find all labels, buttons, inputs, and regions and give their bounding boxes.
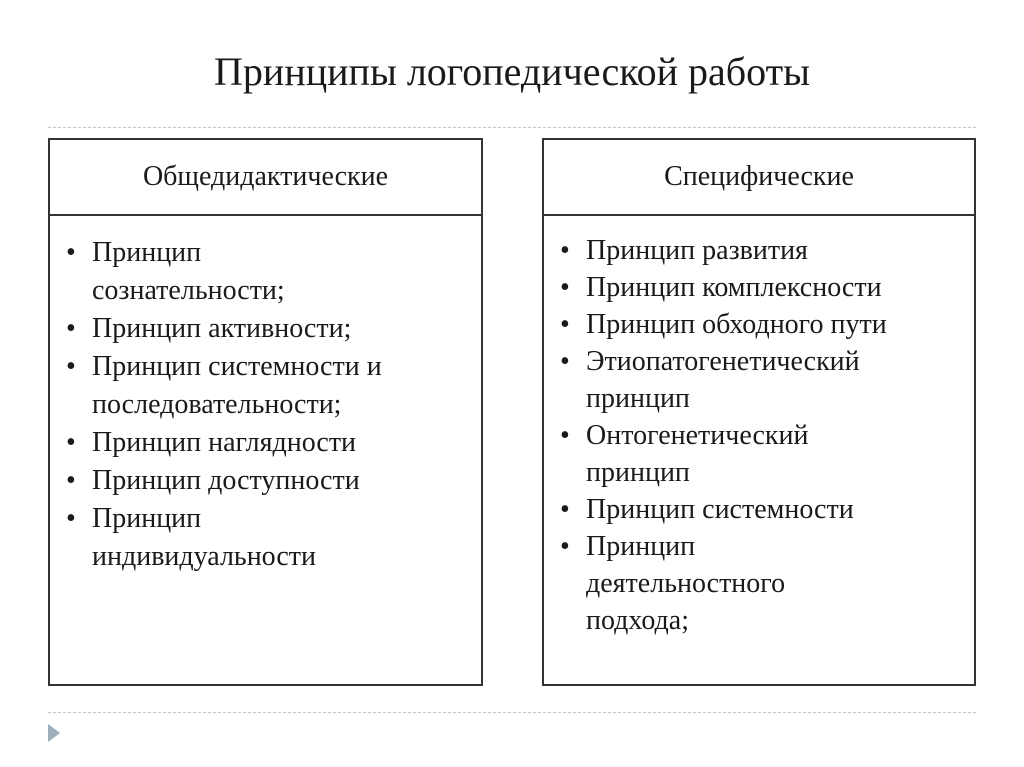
column-header: Специфические (544, 140, 974, 216)
list-item (64, 310, 473, 348)
list-item (64, 500, 352, 576)
bullet-icon: • (66, 503, 76, 534)
bullet-icon: • (560, 235, 570, 266)
list-item (558, 232, 966, 269)
list-item (64, 234, 352, 310)
column-header: Общедидактические (50, 140, 481, 216)
bullet-icon: • (560, 494, 570, 525)
list-item (64, 424, 473, 462)
bullet-icon: • (560, 272, 570, 303)
top-divider (48, 127, 976, 128)
list-item (558, 528, 876, 639)
item-text: Принцип наглядности (92, 427, 357, 458)
item-text: Принцип развития (586, 235, 808, 266)
bullet-icon: • (66, 351, 76, 382)
item-text: Онтогенетический принцип (586, 420, 809, 488)
item-text: Принцип доступности (92, 465, 360, 496)
list-item (558, 417, 886, 491)
bullet-icon: • (560, 420, 570, 451)
bottom-divider (48, 712, 976, 713)
list-item (558, 269, 966, 306)
item-text: Принцип комплексности (586, 272, 882, 303)
item-text: Принцип индивидуальности (92, 503, 317, 572)
list-item (64, 348, 473, 424)
list-item (558, 306, 966, 343)
bullet-icon: • (66, 465, 76, 496)
item-text: Принцип активности; (92, 313, 352, 344)
bullet-icon: • (66, 427, 76, 458)
item-text: Принцип сознательности; (92, 237, 285, 306)
item-text: Принцип обходного пути (586, 309, 887, 340)
item-text: Принцип системности (586, 494, 854, 525)
bullet-icon: • (560, 346, 570, 377)
item-text: Этиопатогенетический принцип (586, 346, 860, 414)
bullet-icon: • (66, 237, 76, 268)
item-text: Принцип системности и последовательности; (92, 351, 382, 420)
bullet-icon: • (560, 309, 570, 340)
list-item (64, 462, 473, 500)
principles-list (64, 234, 473, 576)
bullet-icon: • (560, 531, 570, 562)
bullet-icon: • (66, 313, 76, 344)
general-didactic-column (48, 138, 483, 686)
list-item (558, 491, 966, 528)
principles-list (558, 232, 966, 639)
item-text: Принцип деятельностного подхода; (586, 531, 786, 636)
play-triangle-icon[interactable] (48, 724, 60, 742)
slide-title: Принципы логопедической работы (214, 49, 810, 94)
list-item (558, 343, 926, 417)
specific-column (542, 138, 976, 686)
